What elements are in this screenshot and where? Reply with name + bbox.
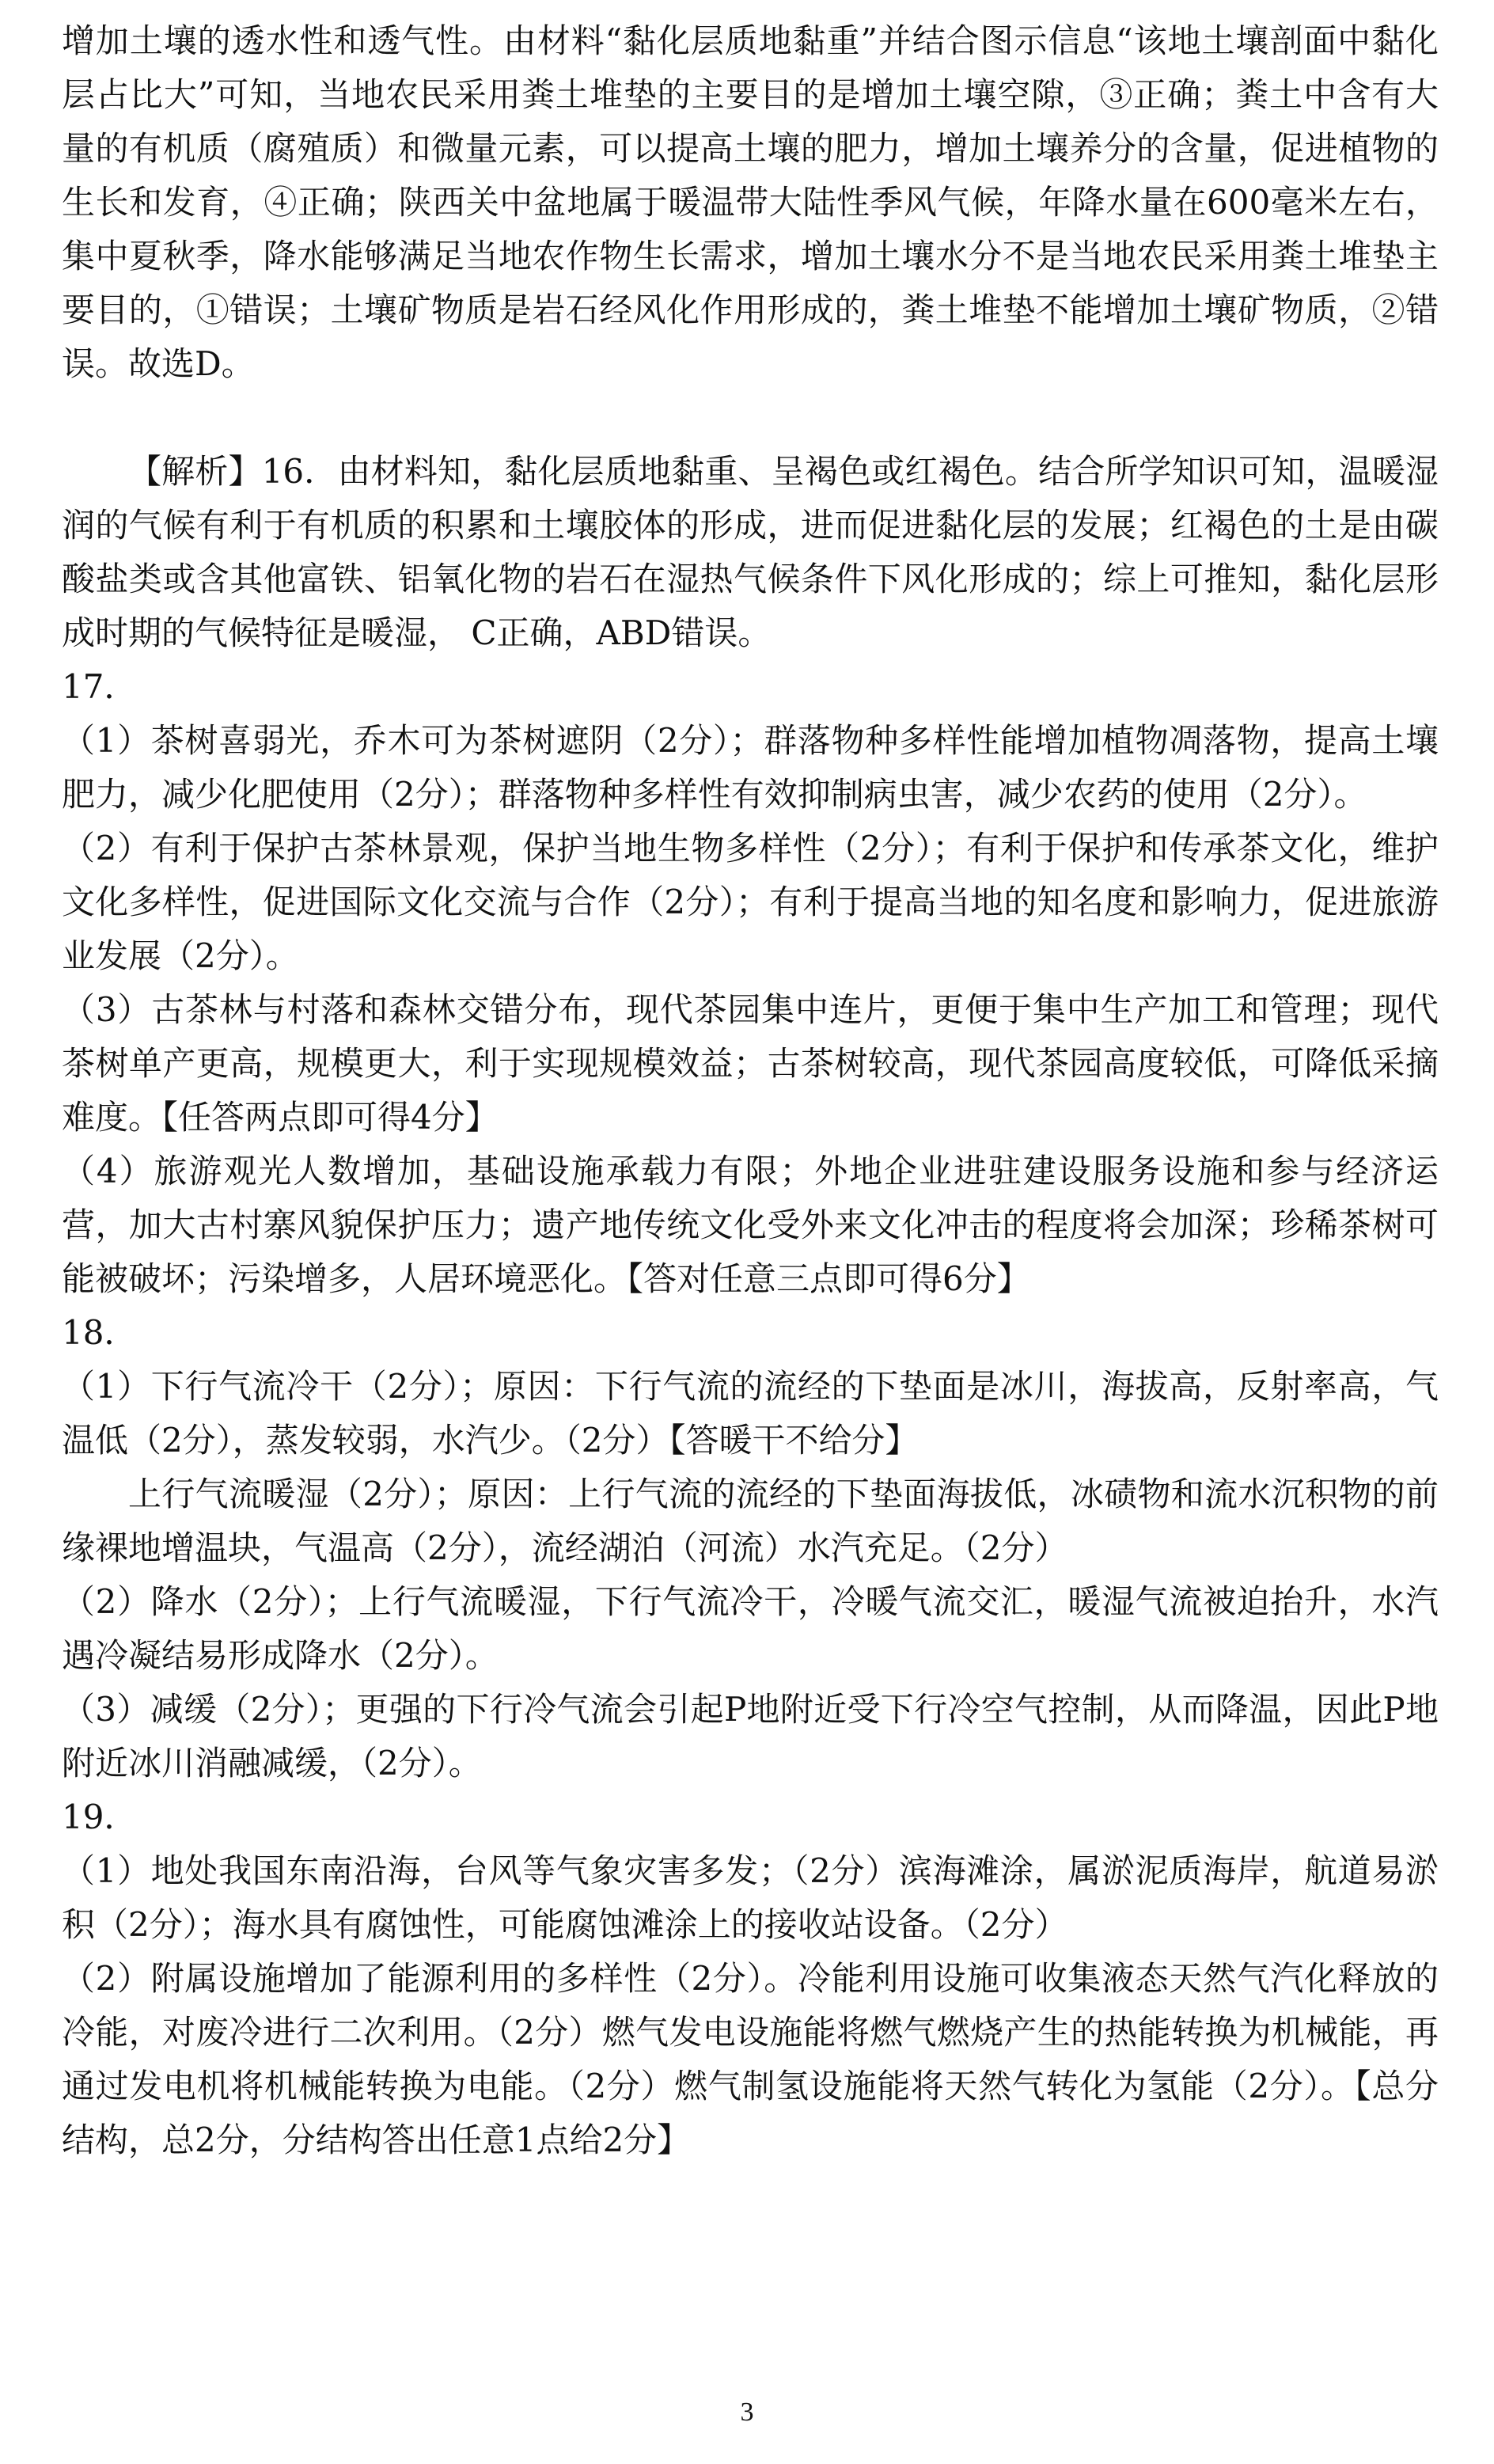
question-number-18: 18． (62, 1313, 138, 1352)
answer-18-2: （2）降水（2分）；上行气流暖湿，下行气流冷干，冷暖气流交汇，暖湿气流被迫抬升，水汽遇冷凝结易形成降水（2分）。 (62, 1582, 1439, 1675)
answer-19-2: （2）附属设施增加了能源利用的多样性（2分）。冷能利用设施可收集液态天然气汽化释放的冷能，对废冷进行二次利用。（2分）燃气发电设施能将燃气燃烧产生的热能转换为机械能，再通过发电机将机械能转换为电能。（2分）燃气制氢设施能将天然气转化为氢能（2分）。【总分结构，总2分，分结构答出任意1点给2分】 (62, 1959, 1439, 2159)
answer-19-1: （1）地处我国东南沿海，台风等气象灾害多发；（2分）滨海滩涂，属淤泥质海岸，航道易淤积（2分）；海水具有腐蚀性，可能腐蚀滩涂上的接收站设备。（2分） (62, 1851, 1439, 1944)
answer-15-continuation (62, 14, 1439, 391)
question-number-17: 17． (62, 667, 138, 706)
answers-17-18 (62, 660, 1439, 2167)
page-number: 3 (740, 2398, 754, 2427)
answer-16-analysis (62, 445, 1439, 660)
answer-18-1-continued: 上行气流暖湿（2分）；原因：上行气流的流经的下垫面海拔低，冰碛物和流水沉积物的前缘裸地增温块，气温高（2分），流经湖泊（河流）水汽充足。（2分） (62, 1475, 1439, 1567)
answer-17-4: （4）旅游观光人数增加，基础设施承载力有限；外地企业进驻建设服务设施和参与经济运营，加大古村寨风貌保护压力；遗产地传统文化受外来文化冲击的程度将会加深；珍稀茶树可能被破坏；污染增多，人居环境恶化。【答对任意三点即可得6分】 (62, 1152, 1439, 1298)
answer-18-3: （3）减缓（2分）；更强的下行冷气流会引起P地附近受下行冷空气控制，从而降温，因此P地附近冰川消融减缓，（2分）。 (62, 1690, 1439, 1783)
answer-18-1: （1）下行气流冷干（2分）；原因：下行气流的流经的下垫面是冰川，海拔高，反射率高，气温低（2分），蒸发较弱，水汽少。（2分）【答暖干不给分】 (62, 1367, 1439, 1460)
answer-17-2: （2）有利于保护古茶林景观，保护当地生物多样性（2分）；有利于保护和传承茶文化，维护文化多样性，促进国际文化交流与合作（2分）；有利于提高当地的知名度和影响力，促进旅游业发展（2分）。 (62, 829, 1439, 975)
question-number-19: 19． (62, 1798, 138, 1836)
paragraph: 【解析】16．由材料知，黏化层质地黏重、呈褐色或红褐色。结合所学知识可知，温暖湿润的气候有利于有机质的积累和土壤胶体的形成，进而促进黏化层的发展；红褐色的土是由碳酸盐类或含其他富铁、铝氧化物的岩石在湿热气候条件下风化形成的；综上可推知，黏化层形成时期的气候特征是暖湿， C正确，ABD错误。 (62, 452, 1439, 652)
answer-17-3: （3）古茶林与村落和森林交错分布，现代茶园集中连片，更便于集中生产加工和管理；现代茶树单产更高，规模更大，利于实现规模效益；古茶树较高，现代茶园高度较低，可降低采摘难度。【任答两点即可得4分】 (62, 990, 1439, 1137)
paragraph: 增加土壤的透水性和透气性。由材料“黏化层质地黏重”并结合图示信息“该地土壤剖面中黏化层占比大”可知，当地农民采用粪土堆垫的主要目的是增加土壤空隙，③正确；粪土中含有大量的有机质（腐殖质）和微量元素，可以提高土壤的肥力，增加土壤养分的含量，促进植物的生长和发育，④正确；陕西关中盆地属于暖温带大陆性季风气候，年降水量在600毫米左右，集中夏秋季，降水能够满足当地农作物生长需求，增加土壤水分不是当地农民采用粪土堆垫主要目的，①错误；土壤矿物质是岩石经风化作用形成的，粪土堆垫不能增加土壤矿物质，②错误。故选D。 (62, 21, 1439, 383)
answer-17-1: （1）茶树喜弱光，乔木可为茶树遮阴（2分）；群落物种多样性能增加植物凋落物，提高土壤肥力，减少化肥使用（2分）；群落物种多样性有效抑制病虫害，减少农药的使用（2分）。 (62, 721, 1439, 814)
